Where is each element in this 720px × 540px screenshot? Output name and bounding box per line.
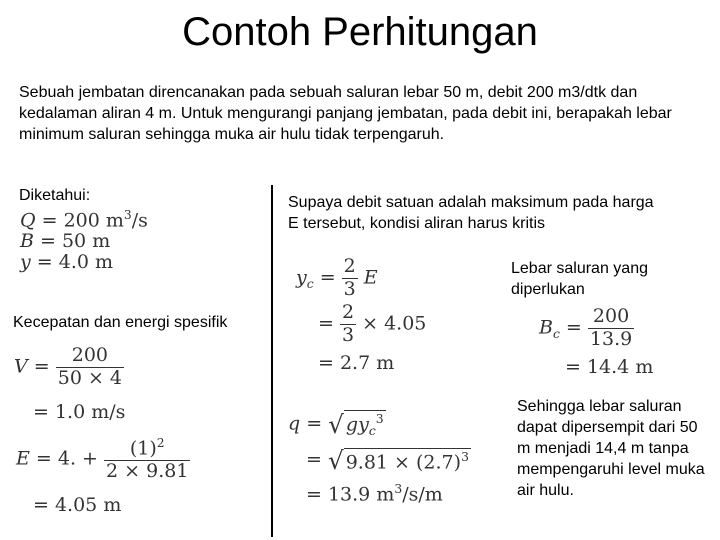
known-y-line: y = 4.0 m <box>20 251 114 274</box>
problem-statement: Sebuah jembatan direncanakan pada sebuah saluran lebar 50 m, debit 200 m3/dtk dan kedalaman aliran 4 m. Untuk mengurangi panjang jembatan, pada debit ini, berapakah lebar minimum saluran sehingga muka air hulu tidak terpengaruh. <box>19 84 672 143</box>
velocity-fraction: $\frac{200}{50 \times 4}$ <box>57 344 122 389</box>
page-title: Contoh Perhitungan <box>182 10 538 54</box>
sqrt-icon: √ $gy_c^3$ <box>328 410 384 439</box>
sqrt-icon: √ $9.81 \times (2.7)^3$ <box>327 446 469 475</box>
column-divider <box>271 185 273 537</box>
known-b-line: B = 50 m <box>20 230 111 253</box>
known-q-line: Q = 200 $m^3/s$ <box>20 208 148 232</box>
conclusion-text: Sehingga lebar saluran dapat dipersempit dari 50 m menjadi 14,4 m tanpa mempengaruhi level muka air hulu. <box>517 398 705 499</box>
critical-flow-text: Supaya debit satuan adalah maksimum pada harga E tersebut, kondisi aliran harus kritis <box>288 194 654 232</box>
known-label: Diketahui: <box>19 187 91 204</box>
energy-fraction: $\frac{(1)^2}{2 \times 9.81}$ <box>106 436 189 483</box>
velocity-energy-label: Kecepatan dan energi spesifik <box>13 314 228 331</box>
required-width-label: Lebar saluran yang diperlukan <box>511 260 648 298</box>
known-values-block <box>20 205 148 273</box>
